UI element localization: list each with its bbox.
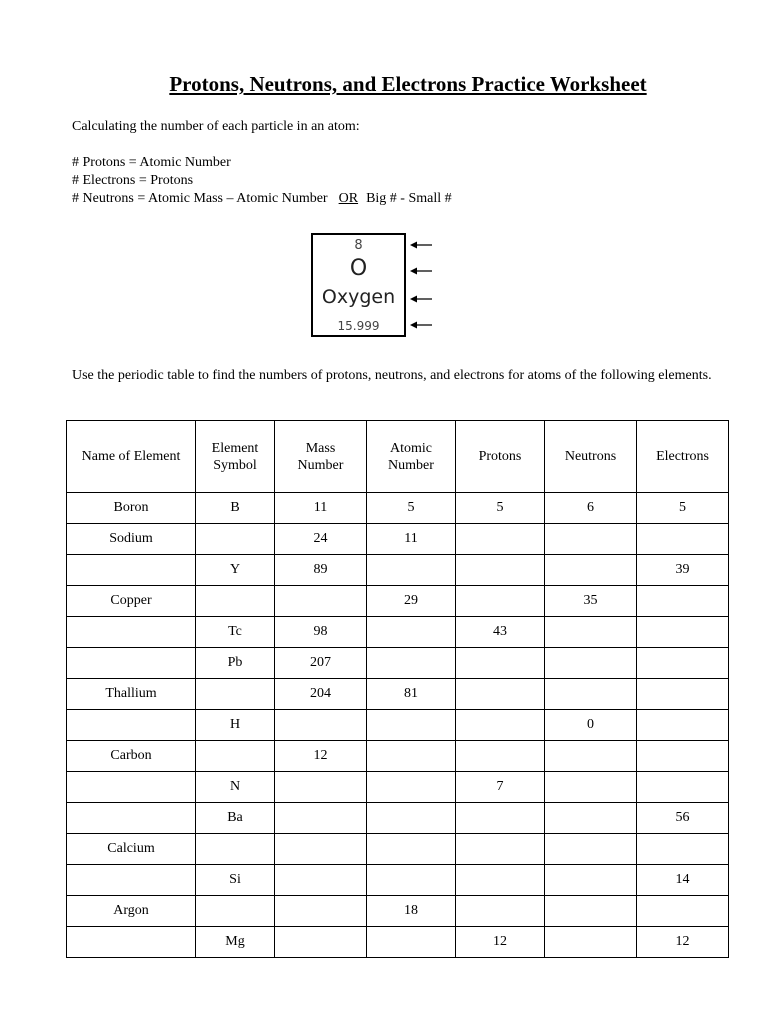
left-arrow-icon — [410, 266, 432, 276]
table-row — [67, 493, 729, 524]
cell-atomic-number: 81 — [367, 679, 456, 710]
cell-protons — [456, 865, 545, 896]
cell-neutrons: 6 — [545, 493, 637, 524]
cell-mass-number — [275, 834, 367, 865]
neutrons-formula: # Neutrons = Atomic Mass – Atomic Number — [72, 191, 328, 206]
worksheet-title: Protons, Neutrons, and Electrons Practice Worksheet — [169, 72, 647, 96]
cell-name — [67, 772, 196, 803]
header-mass-number: Mass Number — [275, 421, 367, 493]
cell-electrons — [637, 896, 729, 927]
cell-name — [67, 865, 196, 896]
cell-symbol: B — [196, 493, 275, 524]
table-row — [67, 586, 729, 617]
cell-protons — [456, 524, 545, 555]
table-row — [67, 803, 729, 834]
cell-atomic-number — [367, 741, 456, 772]
cell-symbol — [196, 741, 275, 772]
cell-neutrons: 35 — [545, 586, 637, 617]
header-element-symbol: Element Symbol — [196, 421, 275, 493]
cell-neutrons — [545, 679, 637, 710]
table-body — [67, 493, 729, 958]
cell-name: Boron — [67, 493, 196, 524]
cell-neutrons — [545, 896, 637, 927]
table-row — [67, 834, 729, 865]
cell-protons — [456, 679, 545, 710]
cell-electrons — [637, 679, 729, 710]
cell-neutrons — [545, 555, 637, 586]
table-row — [67, 927, 729, 958]
cell-name: Calcium — [67, 834, 196, 865]
cell-neutrons — [545, 772, 637, 803]
cell-name: Sodium — [67, 524, 196, 555]
header-atomic-number: Atomic Number — [367, 421, 456, 493]
alt-formula: Big # - Small # — [366, 191, 452, 206]
cell-name — [67, 555, 196, 586]
cell-mass-number — [275, 927, 367, 958]
intro-text: Calculating the number of each particle in an atom: — [72, 119, 360, 134]
neutrons-rule — [72, 190, 452, 208]
element-name: Oxygen — [321, 286, 396, 308]
cell-name: Thallium — [67, 679, 196, 710]
cell-neutrons — [545, 524, 637, 555]
header-name-of-element: Name of Element — [67, 421, 196, 493]
left-arrow-icon — [410, 294, 432, 304]
cell-electrons — [637, 741, 729, 772]
cell-atomic-number — [367, 803, 456, 834]
cell-neutrons — [545, 865, 637, 896]
or-word: OR — [338, 191, 359, 206]
cell-neutrons: 0 — [545, 710, 637, 741]
cell-mass-number — [275, 772, 367, 803]
cell-neutrons — [545, 927, 637, 958]
cell-electrons — [637, 710, 729, 741]
cell-name: Copper — [67, 586, 196, 617]
cell-neutrons — [545, 617, 637, 648]
cell-atomic-number: 11 — [367, 524, 456, 555]
cell-symbol — [196, 524, 275, 555]
table-header-row — [67, 421, 729, 493]
cell-protons: 5 — [456, 493, 545, 524]
header-neutrons: Neutrons — [545, 421, 637, 493]
cell-electrons: 12 — [637, 927, 729, 958]
cell-name — [67, 710, 196, 741]
cell-atomic-number — [367, 617, 456, 648]
atomic-mass: 15.999 — [337, 319, 380, 333]
cell-name — [67, 617, 196, 648]
cell-symbol: Tc — [196, 617, 275, 648]
cell-symbol: H — [196, 710, 275, 741]
header-protons: Protons — [456, 421, 545, 493]
cell-mass-number — [275, 710, 367, 741]
cell-symbol: Ba — [196, 803, 275, 834]
cell-atomic-number: 29 — [367, 586, 456, 617]
cell-protons — [456, 586, 545, 617]
cell-mass-number: 98 — [275, 617, 367, 648]
oxygen-element-box — [311, 233, 406, 337]
cell-electrons: 56 — [637, 803, 729, 834]
table-row — [67, 772, 729, 803]
cell-symbol — [196, 679, 275, 710]
cell-protons: 43 — [456, 617, 545, 648]
cell-symbol: Y — [196, 555, 275, 586]
cell-electrons — [637, 834, 729, 865]
table-row — [67, 896, 729, 927]
cell-mass-number: 204 — [275, 679, 367, 710]
cell-name — [67, 648, 196, 679]
left-arrow-icon — [410, 240, 432, 250]
cell-electrons — [637, 586, 729, 617]
table-row — [67, 741, 729, 772]
cell-mass-number — [275, 803, 367, 834]
cell-electrons: 39 — [637, 555, 729, 586]
cell-neutrons — [545, 803, 637, 834]
cell-name: Carbon — [67, 741, 196, 772]
cell-mass-number: 11 — [275, 493, 367, 524]
cell-atomic-number — [367, 710, 456, 741]
cell-electrons — [637, 524, 729, 555]
cell-atomic-number: 18 — [367, 896, 456, 927]
cell-mass-number: 12 — [275, 741, 367, 772]
cell-atomic-number — [367, 648, 456, 679]
cell-name: Argon — [67, 896, 196, 927]
cell-mass-number: 89 — [275, 555, 367, 586]
cell-neutrons — [545, 834, 637, 865]
table-row — [67, 679, 729, 710]
cell-protons: 12 — [456, 927, 545, 958]
cell-electrons: 14 — [637, 865, 729, 896]
cell-protons — [456, 648, 545, 679]
cell-electrons — [637, 648, 729, 679]
table-row — [67, 648, 729, 679]
particle-rules — [72, 154, 452, 208]
cell-neutrons — [545, 741, 637, 772]
cell-protons — [456, 803, 545, 834]
cell-atomic-number — [367, 772, 456, 803]
cell-mass-number — [275, 896, 367, 927]
cell-protons — [456, 710, 545, 741]
elements-table — [66, 420, 729, 958]
electrons-rule: # Electrons = Protons — [72, 173, 194, 188]
cell-symbol: N — [196, 772, 275, 803]
protons-rule: # Protons = Atomic Number — [72, 155, 231, 170]
cell-symbol: Si — [196, 865, 275, 896]
cell-atomic-number: 5 — [367, 493, 456, 524]
cell-mass-number — [275, 586, 367, 617]
cell-symbol: Pb — [196, 648, 275, 679]
cell-protons — [456, 834, 545, 865]
instructions-text: Use the periodic table to find the numbers of protons, neutrons, and electrons for atoms of the following elements. — [72, 368, 712, 383]
table-row — [67, 865, 729, 896]
table-row — [67, 710, 729, 741]
cell-name — [67, 803, 196, 834]
cell-atomic-number — [367, 555, 456, 586]
element-symbol: O — [349, 256, 368, 281]
table-row — [67, 555, 729, 586]
cell-symbol — [196, 586, 275, 617]
cell-electrons — [637, 772, 729, 803]
cell-protons: 7 — [456, 772, 545, 803]
cell-atomic-number — [367, 834, 456, 865]
table-row — [67, 617, 729, 648]
cell-atomic-number — [367, 865, 456, 896]
cell-electrons: 5 — [637, 493, 729, 524]
table-row — [67, 524, 729, 555]
atomic-number: 8 — [354, 238, 363, 253]
cell-symbol — [196, 896, 275, 927]
cell-electrons — [637, 617, 729, 648]
cell-neutrons — [545, 648, 637, 679]
cell-atomic-number — [367, 927, 456, 958]
cell-mass-number — [275, 865, 367, 896]
cell-symbol: Mg — [196, 927, 275, 958]
cell-protons — [456, 896, 545, 927]
cell-name — [67, 927, 196, 958]
header-electrons: Electrons — [637, 421, 729, 493]
cell-mass-number: 207 — [275, 648, 367, 679]
cell-protons — [456, 741, 545, 772]
left-arrow-icon — [410, 320, 432, 330]
cell-protons — [456, 555, 545, 586]
cell-symbol — [196, 834, 275, 865]
cell-mass-number: 24 — [275, 524, 367, 555]
